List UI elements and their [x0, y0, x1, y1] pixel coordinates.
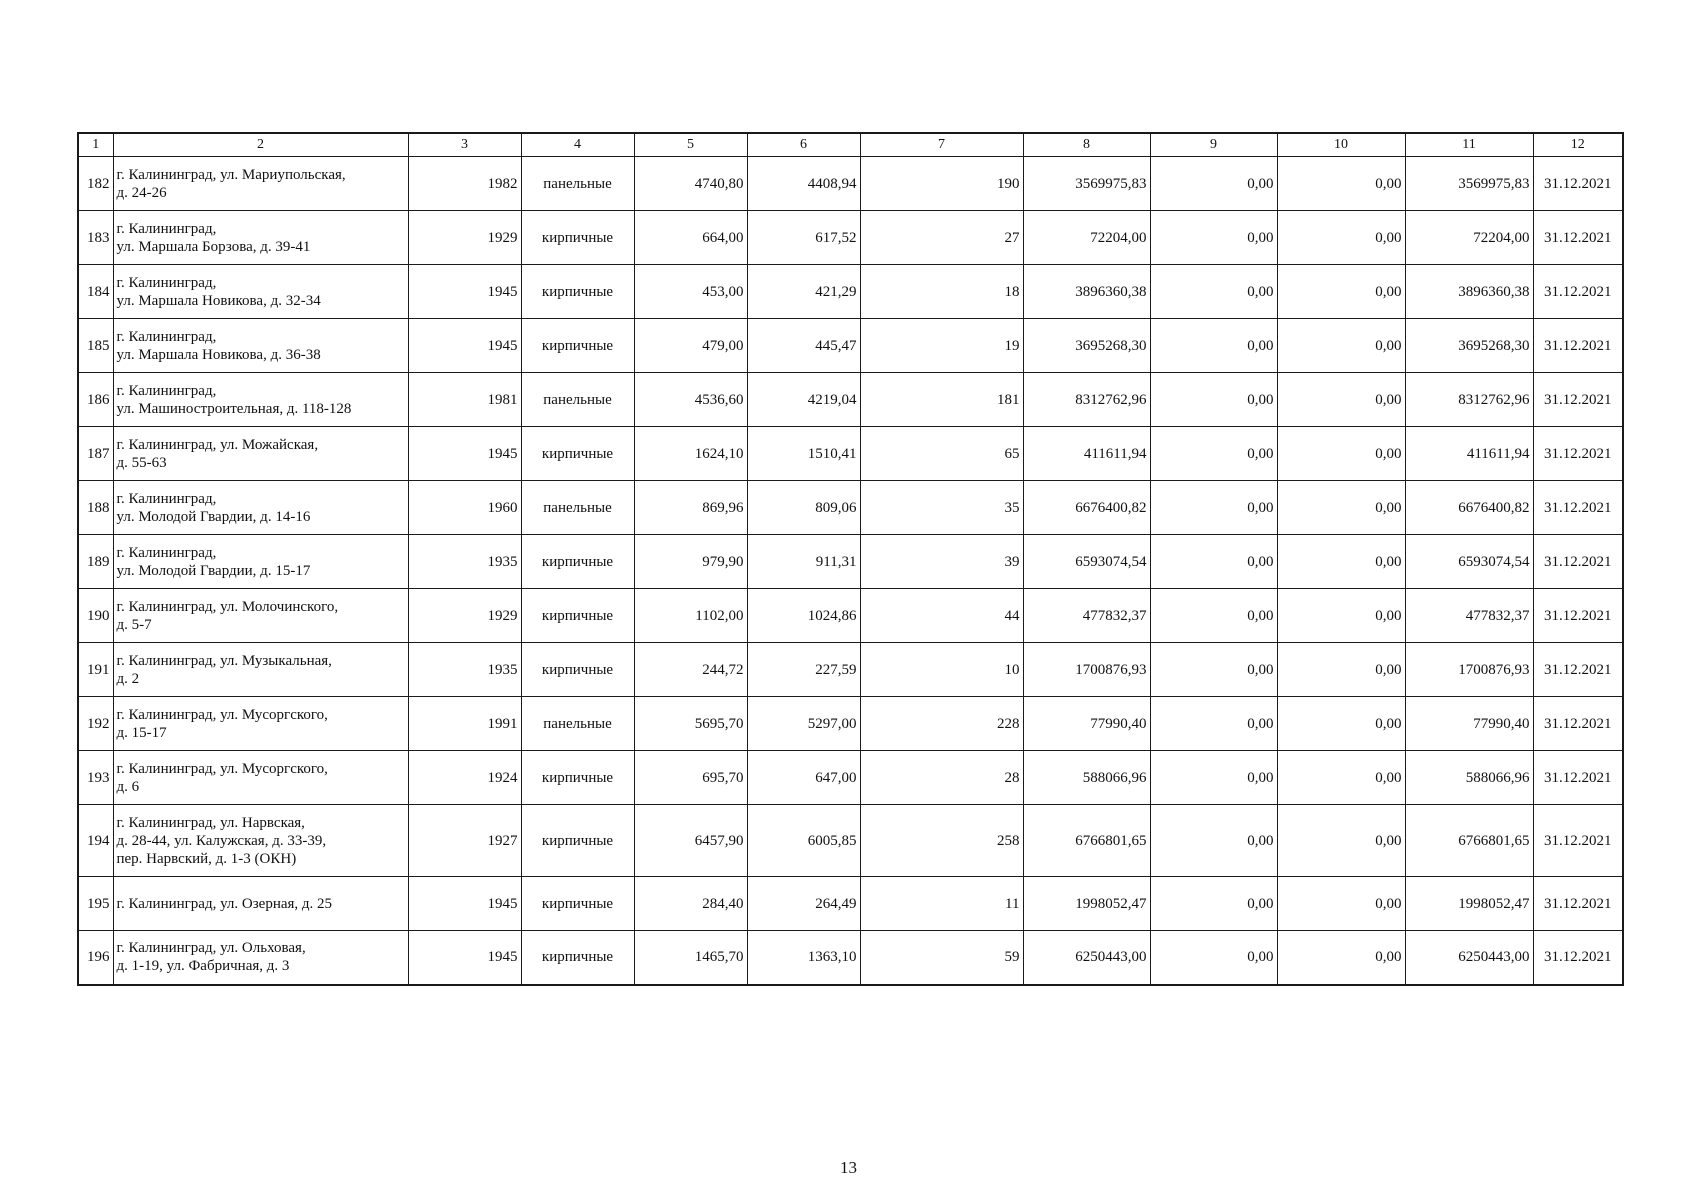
- address-cell: [113, 427, 408, 481]
- address-line: г. Калининград,: [116, 544, 217, 561]
- address-line: пер. Нарвский, д. 1-3 (ОКН): [116, 850, 297, 867]
- value-cell-8: 3695268,30: [1023, 319, 1150, 373]
- value-cell-6: 4219,04: [747, 373, 860, 427]
- date-cell: 31.12.2021: [1533, 535, 1623, 589]
- address-cell: [113, 481, 408, 535]
- table-row: [78, 697, 1623, 751]
- column-number: 2: [113, 133, 408, 157]
- value-cell-6: 647,00: [747, 751, 860, 805]
- address-line: д. 15-17: [116, 724, 167, 741]
- value-cell-8: 6676400,82: [1023, 481, 1150, 535]
- value-cell-8: 72204,00: [1023, 211, 1150, 265]
- address-line: д. 1-19, ул. Фабричная, д. 3: [116, 958, 290, 975]
- address-line: г. Калининград, ул. Мариупольская,: [116, 166, 346, 183]
- address-line: г. Калининград,: [116, 328, 217, 345]
- value-cell-7: 18: [860, 265, 1023, 319]
- row-number: 188: [78, 481, 113, 535]
- year-cell: 1945: [408, 427, 521, 481]
- date-cell: 31.12.2021: [1533, 589, 1623, 643]
- wall-material-cell: панельные: [521, 373, 634, 427]
- date-cell: 31.12.2021: [1533, 319, 1623, 373]
- row-number: 190: [78, 589, 113, 643]
- value-cell-8: 1700876,93: [1023, 643, 1150, 697]
- address-line: ул. Маршала Новикова, д. 36-38: [116, 346, 321, 363]
- column-number: 6: [747, 133, 860, 157]
- address-line: г. Калининград,: [116, 490, 217, 507]
- year-cell: 1929: [408, 211, 521, 265]
- value-cell-11: 3896360,38: [1405, 265, 1533, 319]
- value-cell-10: 0,00: [1277, 319, 1405, 373]
- row-number: 192: [78, 697, 113, 751]
- value-cell-9: 0,00: [1150, 643, 1277, 697]
- value-cell-11: 3695268,30: [1405, 319, 1533, 373]
- address-line: ул. Маршала Новикова, д. 32-34: [116, 292, 321, 309]
- address-cell: [113, 319, 408, 373]
- address-line: д. 24-26: [116, 184, 167, 201]
- address-cell: [113, 877, 408, 931]
- column-number: 3: [408, 133, 521, 157]
- value-cell-9: 0,00: [1150, 931, 1277, 985]
- value-cell-11: 8312762,96: [1405, 373, 1533, 427]
- column-number: 10: [1277, 133, 1405, 157]
- column-number: 9: [1150, 133, 1277, 157]
- row-number: 183: [78, 211, 113, 265]
- wall-material-cell: кирпичные: [521, 265, 634, 319]
- address-cell: [113, 589, 408, 643]
- value-cell-10: 0,00: [1277, 211, 1405, 265]
- value-cell-9: 0,00: [1150, 535, 1277, 589]
- year-cell: 1945: [408, 265, 521, 319]
- value-cell-5: 284,40: [634, 877, 747, 931]
- value-cell-10: 0,00: [1277, 373, 1405, 427]
- value-cell-7: 28: [860, 751, 1023, 805]
- wall-material-cell: кирпичные: [521, 211, 634, 265]
- row-number: 194: [78, 805, 113, 877]
- value-cell-10: 0,00: [1277, 427, 1405, 481]
- value-cell-10: 0,00: [1277, 535, 1405, 589]
- value-cell-9: 0,00: [1150, 373, 1277, 427]
- table-row: [78, 589, 1623, 643]
- date-cell: 31.12.2021: [1533, 481, 1623, 535]
- value-cell-10: 0,00: [1277, 805, 1405, 877]
- address-line: д. 55-63: [116, 454, 167, 471]
- row-number: 191: [78, 643, 113, 697]
- row-number: 186: [78, 373, 113, 427]
- value-cell-10: 0,00: [1277, 697, 1405, 751]
- value-cell-9: 0,00: [1150, 589, 1277, 643]
- value-cell-7: 11: [860, 877, 1023, 931]
- address-line: г. Калининград,: [116, 220, 217, 237]
- value-cell-6: 617,52: [747, 211, 860, 265]
- address-line: д. 28-44, ул. Калужская, д. 33-39,: [116, 832, 327, 849]
- address-line: д. 5-7: [116, 616, 152, 633]
- value-cell-6: 227,59: [747, 643, 860, 697]
- year-cell: 1924: [408, 751, 521, 805]
- wall-material-cell: кирпичные: [521, 589, 634, 643]
- address-cell: [113, 751, 408, 805]
- value-cell-7: 228: [860, 697, 1023, 751]
- address-cell: [113, 931, 408, 985]
- date-cell: 31.12.2021: [1533, 877, 1623, 931]
- value-cell-8: 6593074,54: [1023, 535, 1150, 589]
- column-number: 7: [860, 133, 1023, 157]
- value-cell-10: 0,00: [1277, 265, 1405, 319]
- value-cell-5: 244,72: [634, 643, 747, 697]
- address-line: ул. Маршала Борзова, д. 39-41: [116, 238, 311, 255]
- wall-material-cell: кирпичные: [521, 427, 634, 481]
- column-number: 12: [1533, 133, 1623, 157]
- value-cell-11: 6676400,82: [1405, 481, 1533, 535]
- date-cell: 31.12.2021: [1533, 697, 1623, 751]
- value-cell-10: 0,00: [1277, 157, 1405, 211]
- address-line: г. Калининград, ул. Озерная, д. 25: [116, 895, 333, 912]
- table-row: [78, 535, 1623, 589]
- value-cell-10: 0,00: [1277, 931, 1405, 985]
- value-cell-7: 10: [860, 643, 1023, 697]
- date-cell: 31.12.2021: [1533, 643, 1623, 697]
- address-line: г. Калининград, ул. Можайская,: [116, 436, 319, 453]
- address-line: г. Калининград, ул. Мусоргского,: [116, 760, 328, 777]
- row-number: 184: [78, 265, 113, 319]
- value-cell-10: 0,00: [1277, 481, 1405, 535]
- address-cell: [113, 535, 408, 589]
- row-number: 185: [78, 319, 113, 373]
- row-number: 187: [78, 427, 113, 481]
- value-cell-5: 695,70: [634, 751, 747, 805]
- value-cell-5: 869,96: [634, 481, 747, 535]
- address-line: г. Калининград, ул. Мусоргского,: [116, 706, 328, 723]
- address-cell: [113, 211, 408, 265]
- value-cell-8: 588066,96: [1023, 751, 1150, 805]
- value-cell-9: 0,00: [1150, 697, 1277, 751]
- value-cell-11: 3569975,83: [1405, 157, 1533, 211]
- value-cell-11: 1998052,47: [1405, 877, 1533, 931]
- value-cell-11: 6766801,65: [1405, 805, 1533, 877]
- address-line: г. Калининград, ул. Ольховая,: [116, 940, 306, 957]
- table-body: [78, 133, 1623, 985]
- value-cell-9: 0,00: [1150, 877, 1277, 931]
- wall-material-cell: кирпичные: [521, 643, 634, 697]
- value-cell-9: 0,00: [1150, 211, 1277, 265]
- row-number: 182: [78, 157, 113, 211]
- value-cell-5: 479,00: [634, 319, 747, 373]
- value-cell-11: 77990,40: [1405, 697, 1533, 751]
- value-cell-9: 0,00: [1150, 751, 1277, 805]
- wall-material-cell: кирпичные: [521, 877, 634, 931]
- year-cell: 1935: [408, 643, 521, 697]
- value-cell-6: 1024,86: [747, 589, 860, 643]
- value-cell-6: 1510,41: [747, 427, 860, 481]
- value-cell-5: 1624,10: [634, 427, 747, 481]
- value-cell-7: 39: [860, 535, 1023, 589]
- year-cell: 1991: [408, 697, 521, 751]
- year-cell: 1960: [408, 481, 521, 535]
- table-row: [78, 931, 1623, 985]
- value-cell-8: 1998052,47: [1023, 877, 1150, 931]
- table-row: [78, 157, 1623, 211]
- value-cell-6: 421,29: [747, 265, 860, 319]
- housing-registry-table: [77, 132, 1624, 986]
- value-cell-5: 1465,70: [634, 931, 747, 985]
- value-cell-9: 0,00: [1150, 481, 1277, 535]
- value-cell-6: 6005,85: [747, 805, 860, 877]
- wall-material-cell: кирпичные: [521, 805, 634, 877]
- wall-material-cell: панельные: [521, 481, 634, 535]
- column-number-row: [78, 133, 1623, 157]
- address-line: д. 6: [116, 778, 140, 795]
- value-cell-7: 35: [860, 481, 1023, 535]
- value-cell-6: 264,49: [747, 877, 860, 931]
- wall-material-cell: панельные: [521, 697, 634, 751]
- column-number: 4: [521, 133, 634, 157]
- wall-material-cell: кирпичные: [521, 931, 634, 985]
- value-cell-7: 258: [860, 805, 1023, 877]
- wall-material-cell: кирпичные: [521, 751, 634, 805]
- value-cell-5: 5695,70: [634, 697, 747, 751]
- table-row: [78, 427, 1623, 481]
- table-row: [78, 265, 1623, 319]
- table-row: [78, 211, 1623, 265]
- address-cell: [113, 157, 408, 211]
- value-cell-5: 664,00: [634, 211, 747, 265]
- year-cell: 1929: [408, 589, 521, 643]
- wall-material-cell: панельные: [521, 157, 634, 211]
- value-cell-9: 0,00: [1150, 319, 1277, 373]
- page-number: 13: [840, 1158, 857, 1177]
- date-cell: 31.12.2021: [1533, 805, 1623, 877]
- value-cell-7: 44: [860, 589, 1023, 643]
- value-cell-5: 1102,00: [634, 589, 747, 643]
- row-number: 189: [78, 535, 113, 589]
- year-cell: 1981: [408, 373, 521, 427]
- year-cell: 1927: [408, 805, 521, 877]
- date-cell: 31.12.2021: [1533, 931, 1623, 985]
- address-line: г. Калининград,: [116, 274, 217, 291]
- value-cell-6: 445,47: [747, 319, 860, 373]
- value-cell-8: 77990,40: [1023, 697, 1150, 751]
- value-cell-8: 3896360,38: [1023, 265, 1150, 319]
- date-cell: 31.12.2021: [1533, 427, 1623, 481]
- value-cell-9: 0,00: [1150, 157, 1277, 211]
- value-cell-8: 477832,37: [1023, 589, 1150, 643]
- table-row: [78, 319, 1623, 373]
- column-number: 5: [634, 133, 747, 157]
- year-cell: 1945: [408, 931, 521, 985]
- row-number: 195: [78, 877, 113, 931]
- value-cell-7: 59: [860, 931, 1023, 985]
- column-number: 1: [78, 133, 113, 157]
- table-row: [78, 877, 1623, 931]
- address-cell: [113, 697, 408, 751]
- row-number: 196: [78, 931, 113, 985]
- value-cell-11: 1700876,93: [1405, 643, 1533, 697]
- address-line: г. Калининград,: [116, 382, 217, 399]
- value-cell-5: 4740,80: [634, 157, 747, 211]
- value-cell-11: 6593074,54: [1405, 535, 1533, 589]
- value-cell-11: 72204,00: [1405, 211, 1533, 265]
- table-row: [78, 373, 1623, 427]
- address-line: г. Калининград, ул. Молочинского,: [116, 598, 339, 615]
- address-cell: [113, 373, 408, 427]
- wall-material-cell: кирпичные: [521, 535, 634, 589]
- address-line: ул. Молодой Гвардии, д. 14-16: [116, 508, 311, 525]
- date-cell: 31.12.2021: [1533, 211, 1623, 265]
- address-line: г. Калининград, ул. Нарвская,: [116, 814, 305, 831]
- value-cell-5: 4536,60: [634, 373, 747, 427]
- table-row: [78, 805, 1623, 877]
- value-cell-7: 65: [860, 427, 1023, 481]
- value-cell-10: 0,00: [1277, 589, 1405, 643]
- value-cell-8: 6766801,65: [1023, 805, 1150, 877]
- value-cell-7: 19: [860, 319, 1023, 373]
- row-number: 193: [78, 751, 113, 805]
- value-cell-5: 979,90: [634, 535, 747, 589]
- date-cell: 31.12.2021: [1533, 157, 1623, 211]
- address-line: г. Калининград, ул. Музыкальная,: [116, 652, 332, 669]
- column-number: 11: [1405, 133, 1533, 157]
- address-line: ул. Машиностроительная, д. 118-128: [116, 400, 352, 417]
- date-cell: 31.12.2021: [1533, 265, 1623, 319]
- value-cell-11: 6250443,00: [1405, 931, 1533, 985]
- value-cell-11: 411611,94: [1405, 427, 1533, 481]
- address-cell: [113, 805, 408, 877]
- value-cell-6: 1363,10: [747, 931, 860, 985]
- column-number: 8: [1023, 133, 1150, 157]
- value-cell-11: 588066,96: [1405, 751, 1533, 805]
- value-cell-9: 0,00: [1150, 265, 1277, 319]
- value-cell-8: 3569975,83: [1023, 157, 1150, 211]
- value-cell-11: 477832,37: [1405, 589, 1533, 643]
- value-cell-7: 190: [860, 157, 1023, 211]
- value-cell-10: 0,00: [1277, 643, 1405, 697]
- wall-material-cell: кирпичные: [521, 319, 634, 373]
- value-cell-7: 27: [860, 211, 1023, 265]
- value-cell-5: 6457,90: [634, 805, 747, 877]
- value-cell-9: 0,00: [1150, 805, 1277, 877]
- value-cell-6: 4408,94: [747, 157, 860, 211]
- value-cell-8: 8312762,96: [1023, 373, 1150, 427]
- table-row: [78, 643, 1623, 697]
- value-cell-8: 6250443,00: [1023, 931, 1150, 985]
- table-row: [78, 481, 1623, 535]
- date-cell: 31.12.2021: [1533, 751, 1623, 805]
- value-cell-5: 453,00: [634, 265, 747, 319]
- value-cell-6: 809,06: [747, 481, 860, 535]
- value-cell-7: 181: [860, 373, 1023, 427]
- value-cell-8: 411611,94: [1023, 427, 1150, 481]
- year-cell: 1982: [408, 157, 521, 211]
- value-cell-10: 0,00: [1277, 877, 1405, 931]
- address-cell: [113, 643, 408, 697]
- value-cell-6: 5297,00: [747, 697, 860, 751]
- value-cell-9: 0,00: [1150, 427, 1277, 481]
- value-cell-10: 0,00: [1277, 751, 1405, 805]
- address-line: д. 2: [116, 670, 140, 687]
- table-row: [78, 751, 1623, 805]
- address-cell: [113, 265, 408, 319]
- year-cell: 1945: [408, 877, 521, 931]
- year-cell: 1945: [408, 319, 521, 373]
- date-cell: 31.12.2021: [1533, 373, 1623, 427]
- address-line: ул. Молодой Гвардии, д. 15-17: [116, 562, 311, 579]
- value-cell-6: 911,31: [747, 535, 860, 589]
- year-cell: 1935: [408, 535, 521, 589]
